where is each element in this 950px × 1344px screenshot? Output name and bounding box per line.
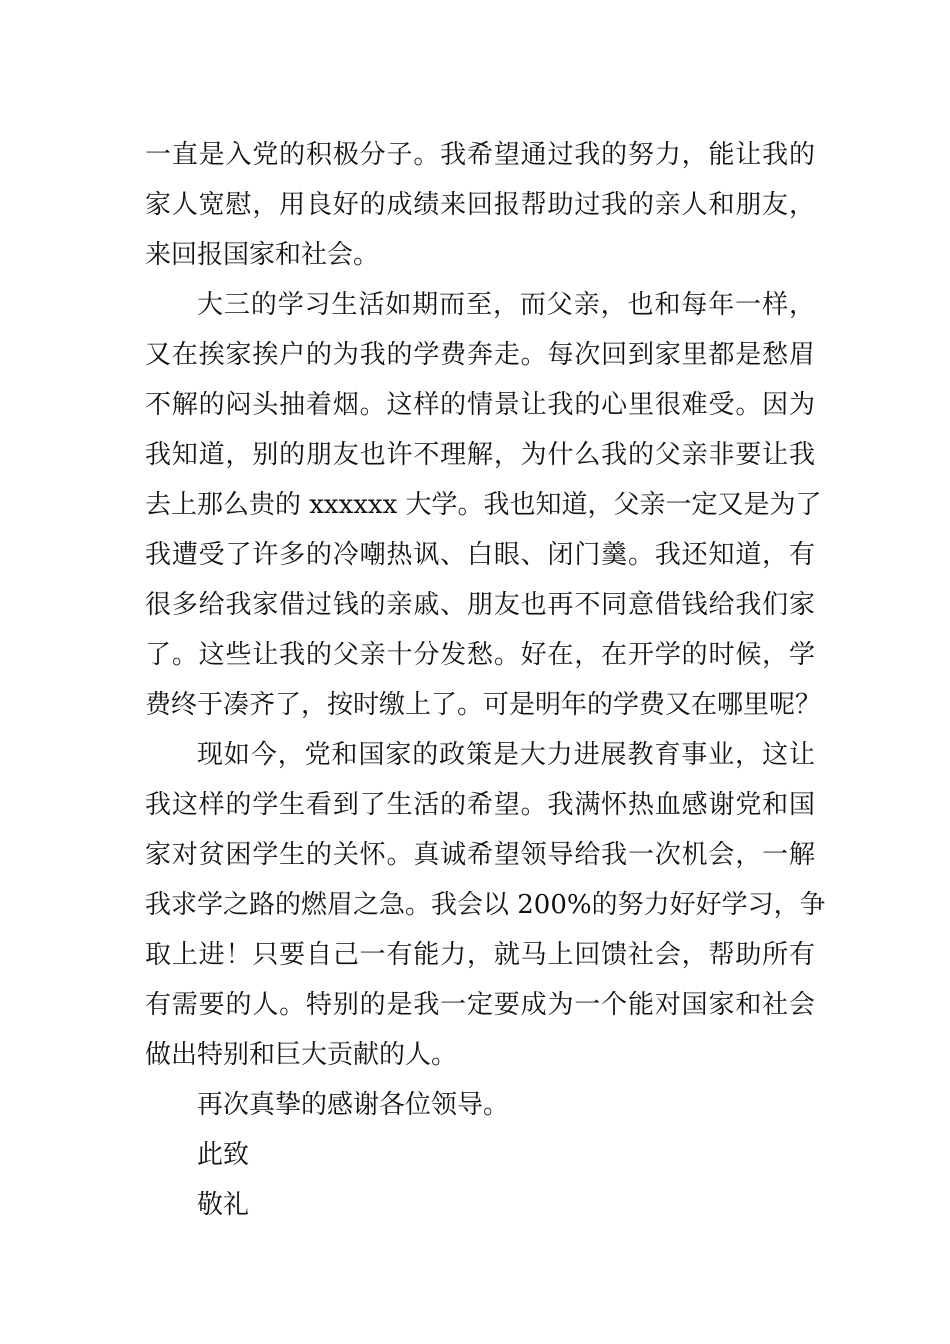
text-line: 我这样的学生看到了生活的希望。我满怀热血感谢党和国 [145, 790, 815, 820]
text-line: 我求学之路的燃眉之急。我会以 200%的努力好好学习，争 [145, 890, 826, 920]
text-line: 大三的学习生活如期而至，而父亲，也和每年一样， [197, 290, 815, 320]
letter-body [145, 130, 826, 1230]
text-line: 家对贫困学生的关怀。真诚希望领导给我一次机会，一解 [145, 840, 815, 870]
closing-regards: 敬礼 [197, 1190, 250, 1220]
text-line: 现如今，党和国家的政策是大力进展教育事业，这让 [197, 740, 815, 770]
text-line: 取上进！只要自己一有能力，就马上回馈社会，帮助所有 [145, 940, 815, 970]
text-line: 很多给我家借过钱的亲戚、朋友也再不同意借钱给我们家 [145, 590, 815, 620]
text-line: 来回报国家和社会。 [145, 240, 380, 270]
text-line: 一直是入党的积极分子。我希望通过我的努力，能让我的 [145, 140, 815, 170]
text-line: 又在挨家挨户的为我的学费奔走。每次回到家里都是愁眉 [145, 340, 815, 370]
text-line: 了。这些让我的父亲十分发愁。好在，在开学的时候，学 [145, 640, 815, 670]
text-line: 我遭受了许多的冷嘲热讽、白眼、闭门羹。我还知道，有 [145, 540, 815, 570]
closing-salutation: 此致 [197, 1140, 250, 1170]
text-line: 家人宽慰，用良好的成绩来回报帮助过我的亲人和朋友， [145, 190, 815, 220]
text-line: 有需要的人。特别的是我一定要成为一个能对国家和社会 [145, 990, 815, 1020]
text-line: 做出特别和巨大贡献的人。 [145, 1040, 458, 1070]
text-line: 去上那么贵的 xxxxxx 大学。我也知道，父亲一定又是为了 [145, 490, 822, 520]
text-line: 我知道，别的朋友也许不理解，为什么我的父亲非要让我 [145, 440, 815, 470]
text-line: 不解的闷头抽着烟。这样的情景让我的心里很难受。因为 [145, 390, 815, 420]
closing-thanks: 再次真挚的感谢各位领导。 [197, 1090, 510, 1120]
text-line: 费终于凑齐了，按时缴上了。可是明年的学费又在哪里呢？ [145, 690, 822, 720]
